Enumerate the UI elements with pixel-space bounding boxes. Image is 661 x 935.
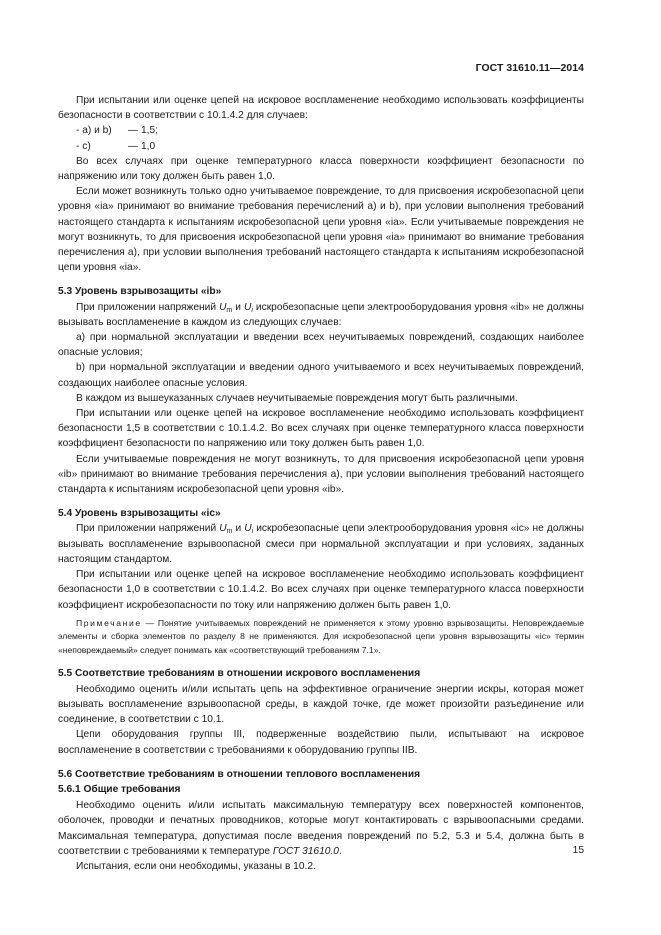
paragraph: При испытании или оценке цепей на искровое воспламенение необходимо использовать коэффициент безопасности 1,0 в соответствии с 10.1.4.2. Во всех случаях при оценке температурного класса поверхности коэффициент искробезопасности по току или напряжению должен быть равен 1,0. <box>58 569 584 611</box>
list-item-label: - c) <box>76 140 91 152</box>
paragraph: Если учитываемые повреждения не могут возникнуть, то для присвоения искробезопасной цепи уровня «ib» принимают во внимание требования перечисления а), при условии выполнения требований настоящего стандарта к испытаниям искробезопасной цепи уровня «ib». <box>58 453 584 496</box>
list-item-label: - a) и b) <box>76 125 112 137</box>
paragraph: Если может возникнуть только одно учитываемое повреждение, то для присвоения искробезопасной цепи уровня «ia» принимают во внимание требования перечислений а) и b), при условии выполнения требований настоящего стандарта к испытаниям искробезопасной цепи уровня «ia». Если учитываемые повреждения не могут возникнуть, то для присвоения искробезопасной цепи уровня «ia» принимают во внимание требования перечисления а), при условии выполнения требований настоящего стандарта к испытаниям искробезопасной цепи уровня «ia». <box>58 186 584 274</box>
note-text: — Понятие учитываемых повреждений не применяется к этому уровню взрывозащиты. Неповреждаемые элементы и сборка элементов по разделу 8 не применяются. Для искробезопасной цепи уровня взрывозащиты «ic» термин «неповреждаемый» следует понимать как «соответствующий требованиям 7.1». <box>58 617 584 655</box>
paragraph: Во всех случаях при оценке температурного класса поверхности коэффициент безопасности по напряжению или току должен быть равен 1,0. <box>58 155 584 183</box>
note <box>58 617 584 658</box>
list-item: а) при нормальной эксплуатации и введении всех неучитываемых повреждений, создающих наиболее опасные условия; <box>58 332 584 359</box>
paragraph: Испытания, если они необходимы, указаны в 10.2. <box>76 860 316 872</box>
paragraph: Необходимо оценить и/или испытать максимальную температуру всех поверхностей компонентов, оболочек, проводки и печатных проводников, которые могут контактировать с взрывоопасными средами. Максимальная температура, допустимая после введения повреждений по 5.2, 5.3 и 5.4, должна быть в соответствии с требованиями к температуре ГОСТ 31610.0. <box>58 800 584 857</box>
list-item-value: — 1,5; <box>128 125 159 137</box>
section-heading-5-6: 5.6 Соответствие требованиям в отношении теплового воспламенения <box>58 768 421 780</box>
paragraph: При испытании или оценке цепей на искровое воспламенение необходимо использовать коэффициенты безопасности в соответствии с 10.1.4.2 для случаев: <box>58 95 584 122</box>
paragraph: При приложении напряжений $U_m$ и $U_i$ искробезопасные цепи электрооборудования уровня «ib» не должны вызывать воспламенение в каждом из следующих случаев: <box>58 301 584 328</box>
paragraph: При приложении напряжений $U_m$ и $U_i$ искробезопасные цепи электрооборудования уровня «ic» не должны вызывать воспламенение взрывоопасной смеси при нормальной эксплуатации и при условиях, заданных настоящим стандартом. <box>58 523 584 565</box>
page-body <box>58 93 584 874</box>
paragraph: В каждом из вышеуказанных случаев неучитываемые повреждения могут быть различными. <box>76 392 518 404</box>
page-number: 15 <box>572 845 584 856</box>
paragraph: При испытании или оценке цепей на искровое воспламенение необходимо использовать коэффициент безопасности 1,5 в соответствии с 10.1.4.2. Во всех случаях при оценке температурного класса поверхности коэффициент безопасности по напряжению или току должен быть равен 1,0. <box>58 408 584 450</box>
standard-reference: ГОСТ 31610.0 <box>272 845 339 857</box>
section-heading-5-3: 5.3 Уровень взрывозащиты «ib» <box>58 286 222 298</box>
paragraph: Необходимо оценить и/или испытать цепь на эффективное ограничение энергии искры, которая может вызывать воспламенение взрывоопасной среды, в каждой точке, где может произойти разъединение или соединение, в соответствии с 10.1. <box>58 683 584 726</box>
section-heading-5-4: 5.4 Уровень взрывозащиты «ic» <box>58 508 221 520</box>
list-item: b) при нормальной эксплуатации и введении одного учитываемого и всех неучитываемых повреждений, создающих наиболее опасные условия. <box>58 362 584 389</box>
list-item-value: — 1,0 <box>128 140 156 152</box>
subsection-heading-5-6-1: 5.6.1 Общие требования <box>58 783 181 795</box>
paragraph: Цепи оборудования группы III, подверженные воздействию пыли, испытывают на искровое воспламенение в соответствии с требованиями к оборудованию группы IIB. <box>58 729 584 756</box>
list-item <box>58 139 584 154</box>
list-item <box>58 123 584 138</box>
note-label: Примечание <box>76 617 142 628</box>
document-code-header: ГОСТ 31610.11—2014 <box>475 63 584 74</box>
section-heading-5-5: 5.5 Соответствие требованиям в отношении искрового воспламенения <box>58 668 421 680</box>
